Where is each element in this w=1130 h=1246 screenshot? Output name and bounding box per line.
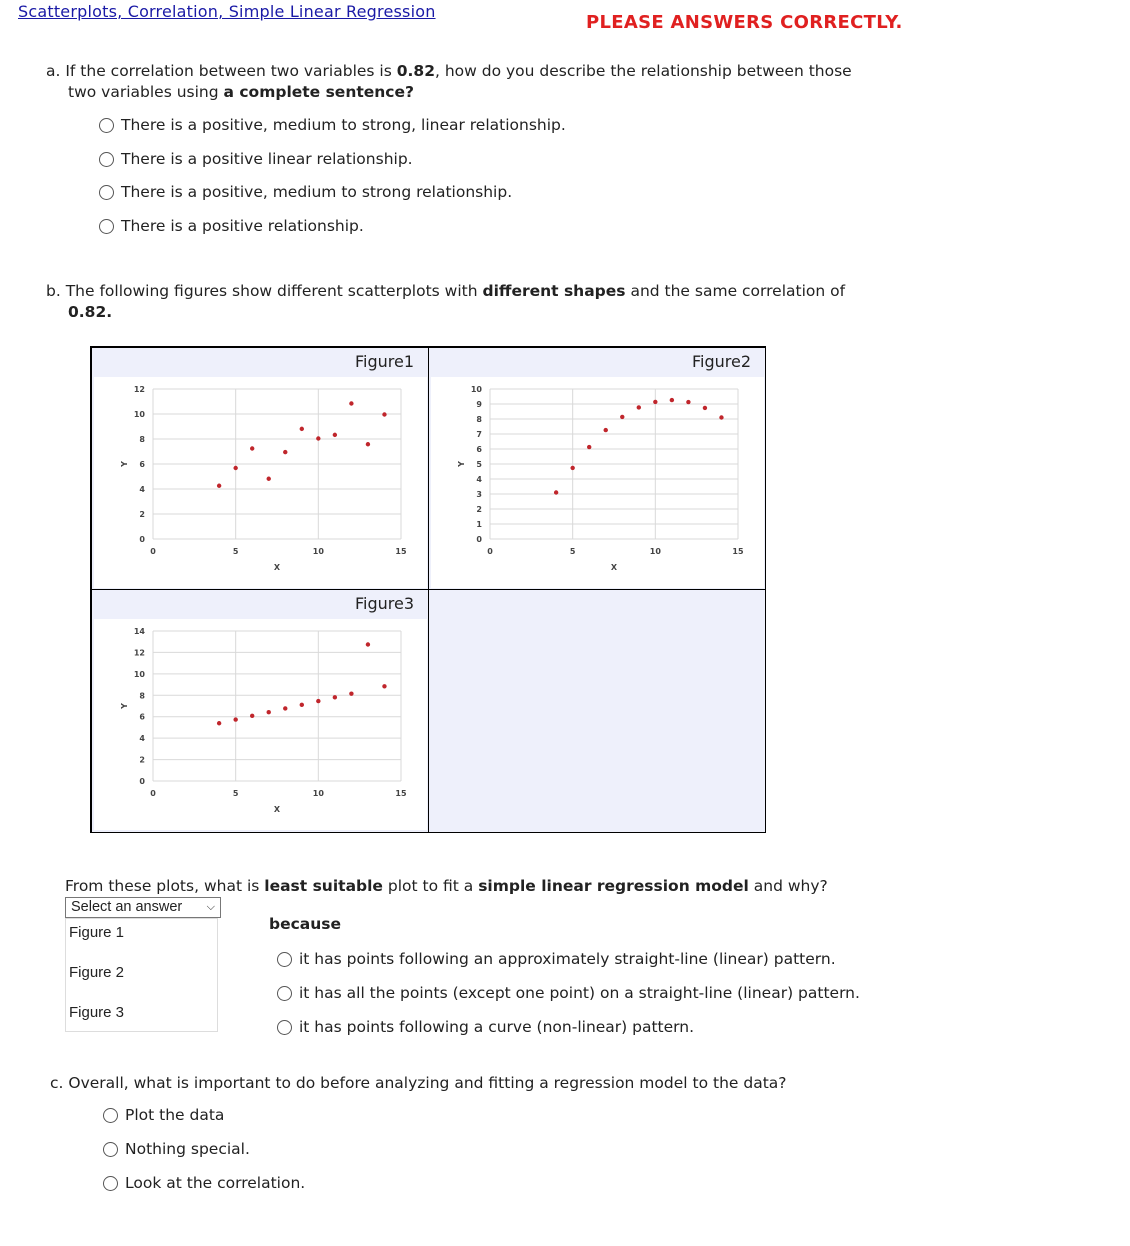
data-point xyxy=(703,406,707,410)
y-tick-label: 9 xyxy=(476,400,482,409)
option-label: it has points following a curve (non-linear) pattern. xyxy=(299,1018,695,1036)
question-a-text-2: , how do you describe the relationship between those xyxy=(434,62,852,80)
x-tick-label: 5 xyxy=(569,547,576,556)
figure1-scatter-chart xyxy=(94,377,427,588)
because-label: because xyxy=(269,915,342,933)
x-tick-label: 10 xyxy=(312,547,324,556)
figure3-title: Figure3 xyxy=(354,594,414,613)
figure1-cell xyxy=(91,347,429,590)
dropdown-option-figure-1[interactable]: Figure 1 xyxy=(69,924,125,941)
option-a-3[interactable] xyxy=(99,183,512,201)
y-axis-label: Y xyxy=(120,461,129,467)
data-point xyxy=(382,412,386,416)
radio-button[interactable] xyxy=(103,1108,118,1123)
data-point xyxy=(217,721,221,725)
radio-button[interactable] xyxy=(103,1176,118,1191)
radio-button[interactable] xyxy=(103,1142,118,1157)
question-b-text-2: plot to fit a xyxy=(382,877,479,895)
figures-table xyxy=(90,346,766,833)
dropdown-option-figure-2[interactable]: Figure 2 xyxy=(69,964,125,981)
question-a-text-3: two variables using xyxy=(68,83,224,101)
question-a xyxy=(46,61,852,103)
figure2-scatter-chart xyxy=(431,377,764,588)
figure1-header xyxy=(92,348,428,376)
data-point xyxy=(316,699,320,703)
reason-option-1[interactable] xyxy=(277,950,836,968)
x-tick-label: 5 xyxy=(232,547,239,556)
figure1-title: Figure1 xyxy=(354,352,414,371)
y-tick-label: 14 xyxy=(133,627,145,636)
plea-banner: PLEASE ANSWERS CORRECTLY. xyxy=(586,12,903,33)
y-tick-label: 5 xyxy=(476,460,482,469)
option-label: There is a positive relationship. xyxy=(121,217,364,235)
option-label: There is a positive linear relationship. xyxy=(121,150,413,168)
x-tick-label: 15 xyxy=(395,789,407,798)
data-point xyxy=(250,714,254,718)
question-b-bold-2: simple linear regression model xyxy=(478,877,749,895)
answer-select[interactable] xyxy=(65,897,221,918)
x-axis-label: X xyxy=(273,805,281,814)
radio-button[interactable] xyxy=(99,118,114,133)
data-point xyxy=(233,717,237,721)
option-a-1[interactable] xyxy=(99,116,566,134)
radio-button[interactable] xyxy=(277,986,292,1001)
y-tick-label: 10 xyxy=(133,669,145,679)
y-tick-label: 6 xyxy=(139,712,145,722)
data-point xyxy=(366,442,370,446)
option-label: it has points following an approximately straight-line (linear) pattern. xyxy=(299,950,836,968)
intro-text-1: b. The following figures show different scatterplots with xyxy=(46,282,483,300)
data-point xyxy=(333,433,337,437)
x-tick-label: 10 xyxy=(312,789,324,798)
question-a-bold: a complete sentence? xyxy=(223,83,415,101)
data-point xyxy=(570,466,574,470)
figure3-header xyxy=(92,590,428,618)
chevron-down-icon: ⌵ xyxy=(206,901,215,913)
option-label: There is a positive, medium to strong, linear relationship. xyxy=(121,116,566,134)
question-b-bold-1: least suitable xyxy=(264,877,383,895)
y-tick-label: 0 xyxy=(139,535,145,544)
radio-button[interactable] xyxy=(99,152,114,167)
x-axis-label: X xyxy=(273,563,281,572)
option-a-2[interactable] xyxy=(99,150,413,168)
question-c: c. Overall, what is important to do before analyzing and fitting a regression model to the data? xyxy=(50,1074,787,1092)
y-tick-label: 8 xyxy=(139,691,145,701)
y-tick-label: 7 xyxy=(476,430,482,439)
y-tick-label: 2 xyxy=(476,505,482,514)
data-point xyxy=(233,466,237,470)
y-tick-label: 10 xyxy=(470,385,482,394)
data-point xyxy=(283,450,287,454)
option-c-2[interactable] xyxy=(103,1140,250,1158)
y-tick-label: 0 xyxy=(476,535,482,544)
answer-dropdown-list xyxy=(65,918,218,1032)
y-tick-label: 3 xyxy=(476,490,482,499)
y-tick-label: 1 xyxy=(476,520,482,529)
x-tick-label: 10 xyxy=(649,547,661,556)
data-point xyxy=(587,445,591,449)
radio-button[interactable] xyxy=(277,1020,292,1035)
option-label: Look at the correlation. xyxy=(125,1174,306,1192)
select-label: Select an answer xyxy=(71,899,183,915)
figure2-header xyxy=(429,348,765,376)
option-label: There is a positive, medium to strong relationship. xyxy=(121,183,513,201)
question-b-text-3: and why? xyxy=(748,877,828,895)
figure3-plot-area xyxy=(94,619,427,830)
option-label: it has all the points (except one point) on a straight-line (linear) pattern. xyxy=(299,984,860,1002)
data-point xyxy=(670,398,674,402)
data-point xyxy=(250,446,254,450)
data-point xyxy=(300,703,304,707)
intro-value: 0.82. xyxy=(68,303,113,321)
question-b-intro xyxy=(46,281,845,323)
y-tick-label: 8 xyxy=(139,435,145,444)
data-point xyxy=(686,400,690,404)
intro-text-2: and the same correlation of xyxy=(625,282,846,300)
figure3-scatter-chart xyxy=(94,619,427,830)
question-a-text-1: a. If the correlation between two variables is xyxy=(46,62,397,80)
radio-button[interactable] xyxy=(99,219,114,234)
x-axis-label: X xyxy=(610,563,618,572)
question-b-text-1: From these plots, what is xyxy=(65,877,265,895)
y-axis-label: Y xyxy=(457,461,466,467)
y-tick-label: 2 xyxy=(139,510,145,519)
figure1-plot-area xyxy=(94,377,427,588)
y-tick-label: 8 xyxy=(476,415,482,424)
y-axis-label: Y xyxy=(120,703,129,709)
radio-button[interactable] xyxy=(99,185,114,200)
reason-option-2[interactable] xyxy=(277,984,860,1002)
data-point xyxy=(217,484,221,488)
data-point xyxy=(382,684,386,688)
y-tick-label: 2 xyxy=(139,755,145,765)
x-tick-label: 15 xyxy=(732,547,744,556)
data-point xyxy=(620,415,624,419)
y-tick-label: 4 xyxy=(139,734,145,744)
data-point xyxy=(366,642,370,646)
option-c-1[interactable] xyxy=(103,1106,224,1124)
intro-bold: different shapes xyxy=(482,282,626,300)
question-b xyxy=(65,876,828,897)
figure3-cell xyxy=(91,589,429,833)
data-point xyxy=(283,706,287,710)
option-label: Plot the data xyxy=(125,1106,225,1124)
x-tick-label: 0 xyxy=(150,789,156,798)
data-point xyxy=(333,695,337,699)
data-point xyxy=(300,427,304,431)
data-point xyxy=(637,405,641,409)
x-tick-label: 0 xyxy=(150,547,156,556)
reason-option-3[interactable] xyxy=(277,1018,694,1036)
x-tick-label: 0 xyxy=(487,547,493,556)
data-point xyxy=(719,415,723,419)
data-point xyxy=(653,400,657,404)
data-point xyxy=(349,401,353,405)
y-tick-label: 12 xyxy=(133,648,145,658)
option-a-4[interactable] xyxy=(99,217,364,235)
x-tick-label: 5 xyxy=(232,789,239,798)
data-point xyxy=(604,428,608,432)
x-tick-label: 15 xyxy=(395,547,407,556)
data-point xyxy=(316,436,320,440)
question-a-value: 0.82 xyxy=(396,62,435,80)
radio-button[interactable] xyxy=(277,952,292,967)
dropdown-option-figure-3[interactable]: Figure 3 xyxy=(69,1004,125,1021)
y-tick-label: 0 xyxy=(139,777,145,786)
data-point xyxy=(554,490,558,494)
data-point xyxy=(267,477,271,481)
data-point xyxy=(267,710,271,714)
y-tick-label: 12 xyxy=(133,385,145,394)
y-tick-label: 6 xyxy=(139,460,145,469)
figure2-plot-area xyxy=(431,377,764,588)
assignment-title-link[interactable]: Scatterplots, Correlation, Simple Linear Regression xyxy=(18,2,436,21)
option-label: Nothing special. xyxy=(125,1140,250,1158)
figure2-title: Figure2 xyxy=(691,352,751,371)
option-c-3[interactable] xyxy=(103,1174,305,1192)
y-tick-label: 10 xyxy=(133,410,145,419)
data-point xyxy=(349,691,353,695)
figure2-cell xyxy=(428,347,766,590)
y-tick-label: 4 xyxy=(139,485,145,494)
y-tick-label: 4 xyxy=(476,475,482,484)
y-tick-label: 6 xyxy=(476,445,482,454)
